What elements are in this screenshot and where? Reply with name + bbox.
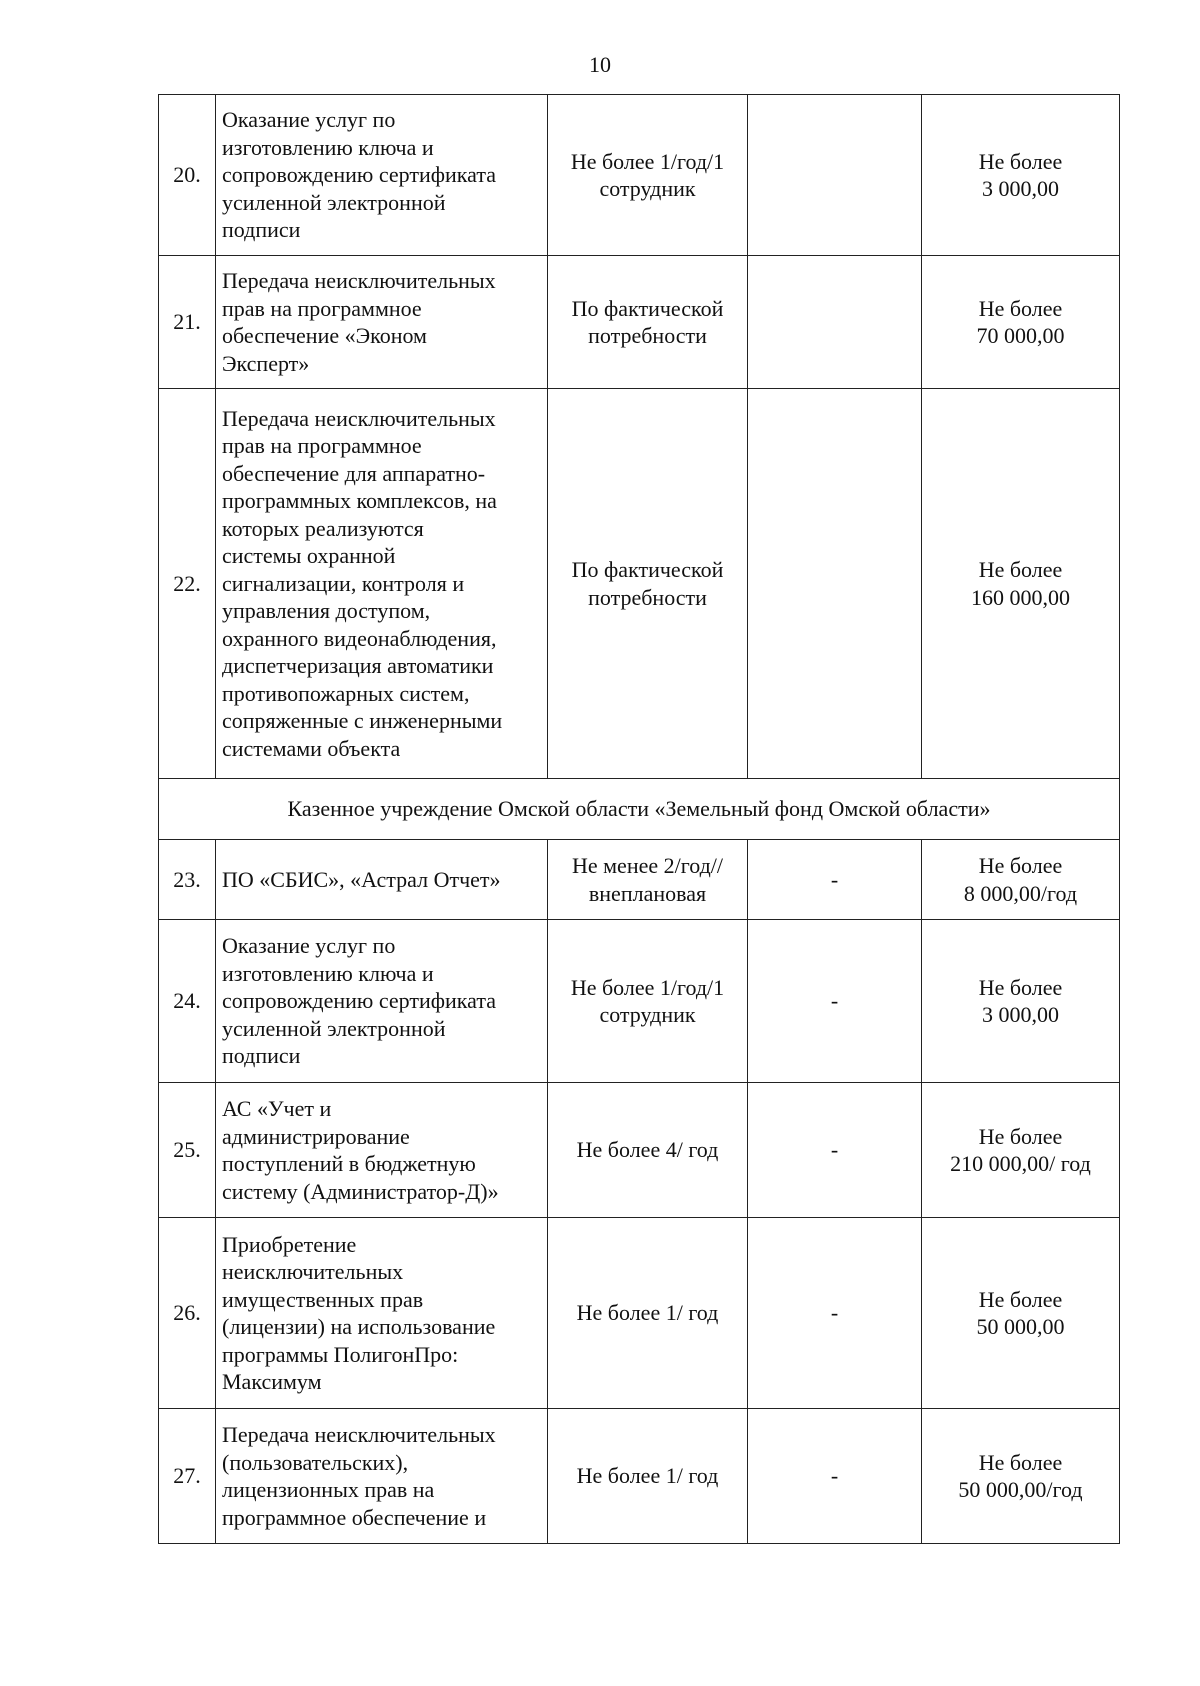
item-name-line: Максимум bbox=[222, 1369, 322, 1394]
table-row bbox=[159, 95, 1120, 256]
item-name-line: прав на программное bbox=[222, 433, 422, 459]
item-name-line: программы ПолигонПро: bbox=[222, 1341, 459, 1367]
item-price-line: Не более bbox=[978, 557, 1063, 582]
item-name bbox=[216, 840, 548, 920]
requirements-table bbox=[158, 94, 1120, 1544]
item-extra bbox=[748, 95, 922, 256]
item-name-line: системы охранной bbox=[222, 543, 396, 569]
table-row bbox=[159, 389, 1120, 779]
item-extra: - bbox=[748, 1409, 922, 1544]
item-quantity bbox=[548, 95, 748, 256]
item-name-line: изготовлению ключа и bbox=[222, 134, 434, 160]
item-quantity bbox=[548, 1083, 748, 1218]
item-name-line: сигнализации, контроля и bbox=[222, 570, 465, 596]
item-price-line: Не более bbox=[978, 853, 1063, 878]
item-name-line: администрирование bbox=[222, 1123, 410, 1149]
item-name-line: сопряженные с инженерными bbox=[222, 708, 503, 734]
item-quantity-line: Не более 1/ год bbox=[576, 1463, 719, 1489]
item-name-line: имущественных прав bbox=[222, 1286, 424, 1312]
page-number: 10 bbox=[589, 52, 611, 77]
item-name-line: усиленной электронной bbox=[222, 1015, 446, 1041]
section-header-row bbox=[159, 779, 1120, 840]
item-quantity-line: Не более 4/ год bbox=[576, 1137, 719, 1163]
item-name-line: (лицензии) на использование bbox=[222, 1314, 496, 1339]
item-name-line: (пользовательских), bbox=[222, 1449, 409, 1475]
item-price-line: 50 000,00/год bbox=[958, 1477, 1083, 1502]
item-name bbox=[216, 1083, 548, 1218]
item-name-line: АС «Учет и bbox=[222, 1096, 332, 1121]
item-quantity-line: сотрудник bbox=[599, 176, 696, 201]
item-name bbox=[216, 389, 548, 779]
item-quantity-line: Не более 1/год/1 bbox=[570, 148, 725, 174]
row-number: 24. bbox=[159, 920, 216, 1083]
item-price bbox=[922, 1083, 1120, 1218]
item-name bbox=[216, 256, 548, 389]
item-price-line: 210 000,00/ год bbox=[950, 1151, 1091, 1176]
table-row bbox=[159, 1218, 1120, 1409]
item-name-line: систему (Администратор-Д)» bbox=[222, 1178, 499, 1204]
row-number: 23. bbox=[159, 840, 216, 920]
table-row bbox=[159, 920, 1120, 1083]
item-price-line: Не более bbox=[978, 148, 1063, 174]
item-name-line: Оказание услуг по bbox=[222, 933, 396, 959]
item-price bbox=[922, 1218, 1120, 1409]
item-price bbox=[922, 389, 1120, 779]
item-name-line: подписи bbox=[222, 217, 301, 243]
item-name-line: ПО «СБИС», «Астрал Отчет» bbox=[222, 866, 501, 892]
item-quantity-line: сотрудник bbox=[599, 1002, 696, 1027]
item-name-line: сопровождению сертификата bbox=[222, 162, 496, 188]
row-number: 22. bbox=[159, 389, 216, 779]
table-row bbox=[159, 1083, 1120, 1218]
item-price-line: Не более bbox=[978, 295, 1063, 321]
row-number: 27. bbox=[159, 1409, 216, 1544]
item-extra: - bbox=[748, 920, 922, 1083]
item-extra bbox=[748, 389, 922, 779]
item-name-line: обеспечение для аппаратно- bbox=[222, 460, 486, 486]
item-name-line: управления доступом, bbox=[222, 598, 431, 624]
item-name-line: Приобретение bbox=[222, 1231, 357, 1257]
item-name-line: Оказание услуг по bbox=[222, 107, 396, 133]
item-name-line: Передача неисключительных bbox=[222, 1422, 496, 1447]
item-name-line: прав на программное bbox=[222, 295, 422, 321]
item-name-line: обеспечение «Эконом bbox=[222, 323, 427, 348]
item-quantity-line: потребности bbox=[588, 584, 707, 610]
item-quantity bbox=[548, 389, 748, 779]
item-name-line: усиленной электронной bbox=[222, 189, 446, 215]
item-name-line: Передача неисключительных bbox=[222, 268, 496, 293]
row-number: 26. bbox=[159, 1218, 216, 1409]
item-quantity-line: Не более 1/ год bbox=[576, 1300, 719, 1326]
item-quantity bbox=[548, 256, 748, 389]
item-name-line: которых реализуются bbox=[222, 515, 424, 541]
item-extra: - bbox=[748, 1218, 922, 1409]
item-name-line: программное обеспечение и bbox=[222, 1504, 487, 1530]
row-number: 25. bbox=[159, 1083, 216, 1218]
item-price-line: 160 000,00 bbox=[971, 584, 1070, 610]
table-row bbox=[159, 840, 1120, 920]
item-name-line: сопровождению сертификата bbox=[222, 988, 496, 1014]
item-name-line: подписи bbox=[222, 1043, 301, 1069]
item-price-line: 50 000,00 bbox=[976, 1314, 1065, 1339]
item-quantity-line: потребности bbox=[588, 323, 707, 348]
item-extra: - bbox=[748, 840, 922, 920]
item-price bbox=[922, 920, 1120, 1083]
row-number: 21. bbox=[159, 256, 216, 389]
item-name bbox=[216, 1218, 548, 1409]
item-price bbox=[922, 1409, 1120, 1544]
item-price bbox=[922, 256, 1120, 389]
item-quantity-line: По фактической bbox=[571, 557, 724, 582]
table-row bbox=[159, 256, 1120, 389]
item-name-line: неисключительных bbox=[222, 1259, 404, 1284]
item-quantity bbox=[548, 1409, 748, 1544]
item-quantity bbox=[548, 920, 748, 1083]
item-price bbox=[922, 840, 1120, 920]
item-quantity-line: По фактической bbox=[571, 295, 724, 321]
section-title: Казенное учреждение Омской области «Земельный фонд Омской области» bbox=[159, 779, 1120, 840]
item-name-line: лицензионных прав на bbox=[222, 1477, 435, 1502]
item-name bbox=[216, 920, 548, 1083]
item-price-line: 3 000,00 bbox=[982, 176, 1059, 201]
table-body bbox=[159, 95, 1120, 1544]
item-price-line: 8 000,00/год bbox=[963, 880, 1078, 906]
item-price-line: Не более bbox=[978, 1286, 1063, 1312]
item-quantity-line: внеплановая bbox=[588, 880, 707, 906]
item-name bbox=[216, 95, 548, 256]
table-row bbox=[159, 1409, 1120, 1544]
item-name-line: изготовлению ключа и bbox=[222, 960, 434, 986]
item-name-line: поступлений в бюджетную bbox=[222, 1151, 476, 1176]
item-price-line: 70 000,00 bbox=[976, 323, 1065, 348]
item-name-line: диспетчеризация автоматики bbox=[222, 653, 494, 679]
item-price-line: Не более bbox=[978, 1449, 1063, 1475]
item-quantity-line: Не менее 2/год// bbox=[571, 853, 723, 878]
item-name bbox=[216, 1409, 548, 1544]
item-price bbox=[922, 95, 1120, 256]
item-extra: - bbox=[748, 1083, 922, 1218]
item-extra bbox=[748, 256, 922, 389]
item-name-line: охранного видеонаблюдения, bbox=[222, 625, 497, 651]
item-name-line: программных комплексов, на bbox=[222, 488, 497, 514]
item-name-line: противопожарных систем, bbox=[222, 680, 470, 706]
item-price-line: 3 000,00 bbox=[982, 1002, 1059, 1027]
item-name-line: Эксперт» bbox=[222, 350, 310, 376]
item-name-line: системами объекта bbox=[222, 735, 401, 761]
item-quantity bbox=[548, 1218, 748, 1409]
item-quantity-line: Не более 1/год/1 bbox=[570, 974, 725, 1000]
item-quantity bbox=[548, 840, 748, 920]
item-price-line: Не более bbox=[978, 1123, 1063, 1149]
item-price-line: Не более bbox=[978, 974, 1063, 1000]
item-name-line: Передача неисключительных bbox=[222, 405, 496, 431]
row-number: 20. bbox=[159, 95, 216, 256]
